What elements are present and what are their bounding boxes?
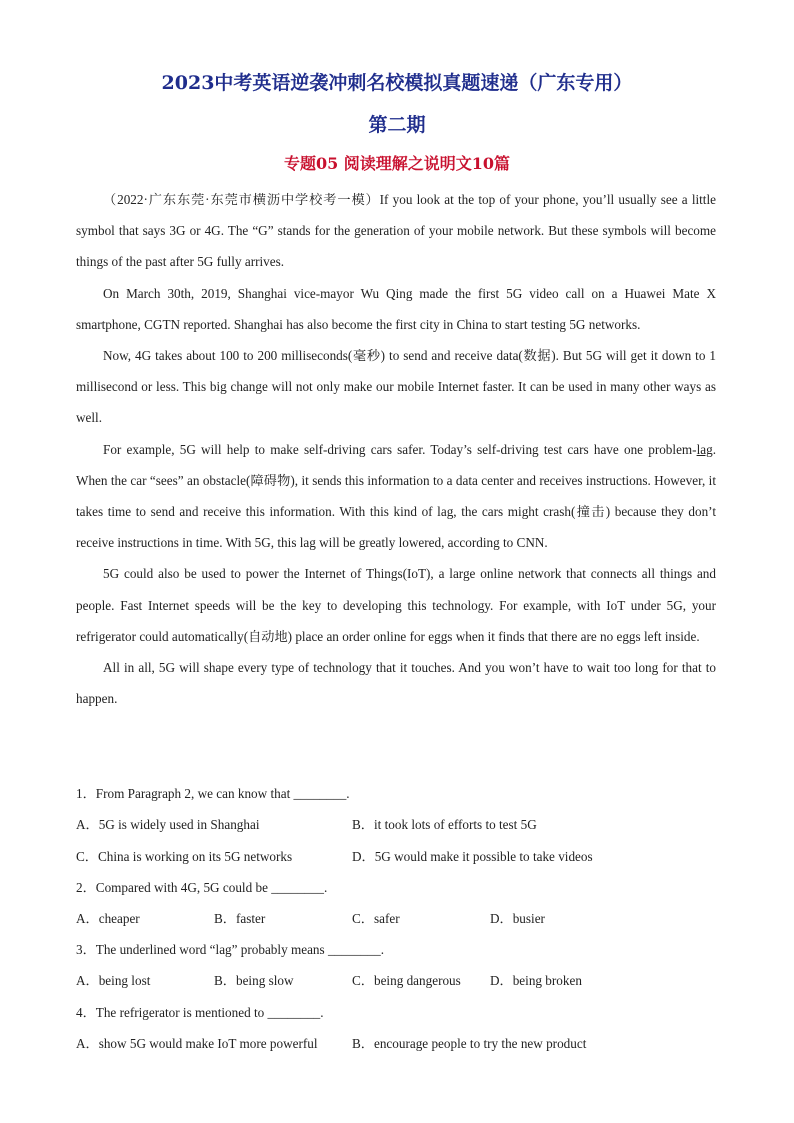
question-4-option-a: A．show 5G would make IoT more powerful [76, 1036, 318, 1051]
paragraph-4 [76, 434, 716, 559]
question-3-option-b: B．being slow [214, 973, 294, 988]
question-2-option-a: A．cheaper [76, 911, 140, 926]
paragraph-3: Now, 4G takes about 100 to 200 milliseconds(毫秒) to send and receive data(数据). But 5G will get it down to 1 millisecond or less. This big change will not only make our mobile Internet faster. It can be used in many other ways as well. [76, 348, 716, 426]
question-2: 2．Compared with 4G, 5G could be ________. [76, 880, 328, 895]
underlined-word-lag: lag [696, 441, 713, 457]
question-3-option-a: A．being lost [76, 973, 151, 988]
question-3-option-d: D．being broken [490, 973, 582, 988]
topic-heading: 专题05 阅读理解之说明文10篇 [283, 154, 511, 173]
question-3-option-c: C．being dangerous [352, 973, 461, 988]
issue-label: 第二期 [368, 114, 426, 136]
paragraph-2: On March 30th, 2019, Shanghai vice-mayor Wu Qing made the first 5G video call on a Huawei Mate X smartphone, CGTN reported. Shanghai has also become the first city in China to start testing 5G networks. [76, 285, 716, 332]
question-1-option-a: A．5G is widely used in Shanghai [76, 817, 260, 832]
reading-passage [76, 184, 716, 714]
question-2-option-b: B．faster [214, 911, 266, 926]
question-1-option-d: D．5G would make it possible to take videos [352, 849, 593, 864]
paragraph-1 [76, 184, 716, 278]
question-4: 4．The refrigerator is mentioned to ________. [76, 1005, 324, 1020]
question-3: 3．The underlined word “lag” probably means ________. [76, 942, 384, 957]
source-note: （2022·广东东莞·东莞市横沥中学校考一模） [103, 192, 380, 207]
paragraph-4-text-b: . When the car “sees” an obstacle(障碍物), it sends this information to a data center and receives instructions. However, it takes time to send and receive this information. With this kind of lag, the cars might crash(撞击) because they don’t receive instructions in time. With 5G, this lag will be greatly lowered, according to CNN. [76, 441, 716, 551]
paragraph-4-text-a: For example, 5G will help to make self-driving cars safer. Today’s self-driving test cars have one problem- [103, 441, 697, 457]
question-1-option-c: C．China is working on its 5G networks [76, 849, 293, 864]
question-1-option-b: B．it took lots of efforts to test 5G [352, 817, 537, 832]
question-2-option-d: D．busier [490, 911, 545, 926]
question-2-option-c: C．safer [352, 911, 400, 926]
document-title: 2023中考英语逆袭冲刺名校模拟真题速递（广东专用） [161, 72, 633, 94]
paragraph-5: 5G could also be used to power the Internet of Things(IoT), a large online network that connects all things and people. Fast Internet speeds will be the key to developing this technology. For example, with IoT under 5G, your refrigerator could automatically(自动地) place an order online for eggs when it finds that there are no eggs left inside. [76, 566, 716, 644]
paragraph-6: All in all, 5G will shape every type of technology that it touches. And you won’t have to wait too long for that to happen. [76, 660, 716, 707]
question-4-option-b: B．encourage people to try the new product [352, 1036, 587, 1051]
question-1: 1．From Paragraph 2, we can know that ________. [76, 786, 350, 801]
paragraph-1-text: If you look at the top of your phone, you’ll usually see a little symbol that says 3G or 4G. The “G” stands for the generation of your mobile network. But these symbols will become things of the past after 5G fully arrives. [76, 192, 716, 270]
